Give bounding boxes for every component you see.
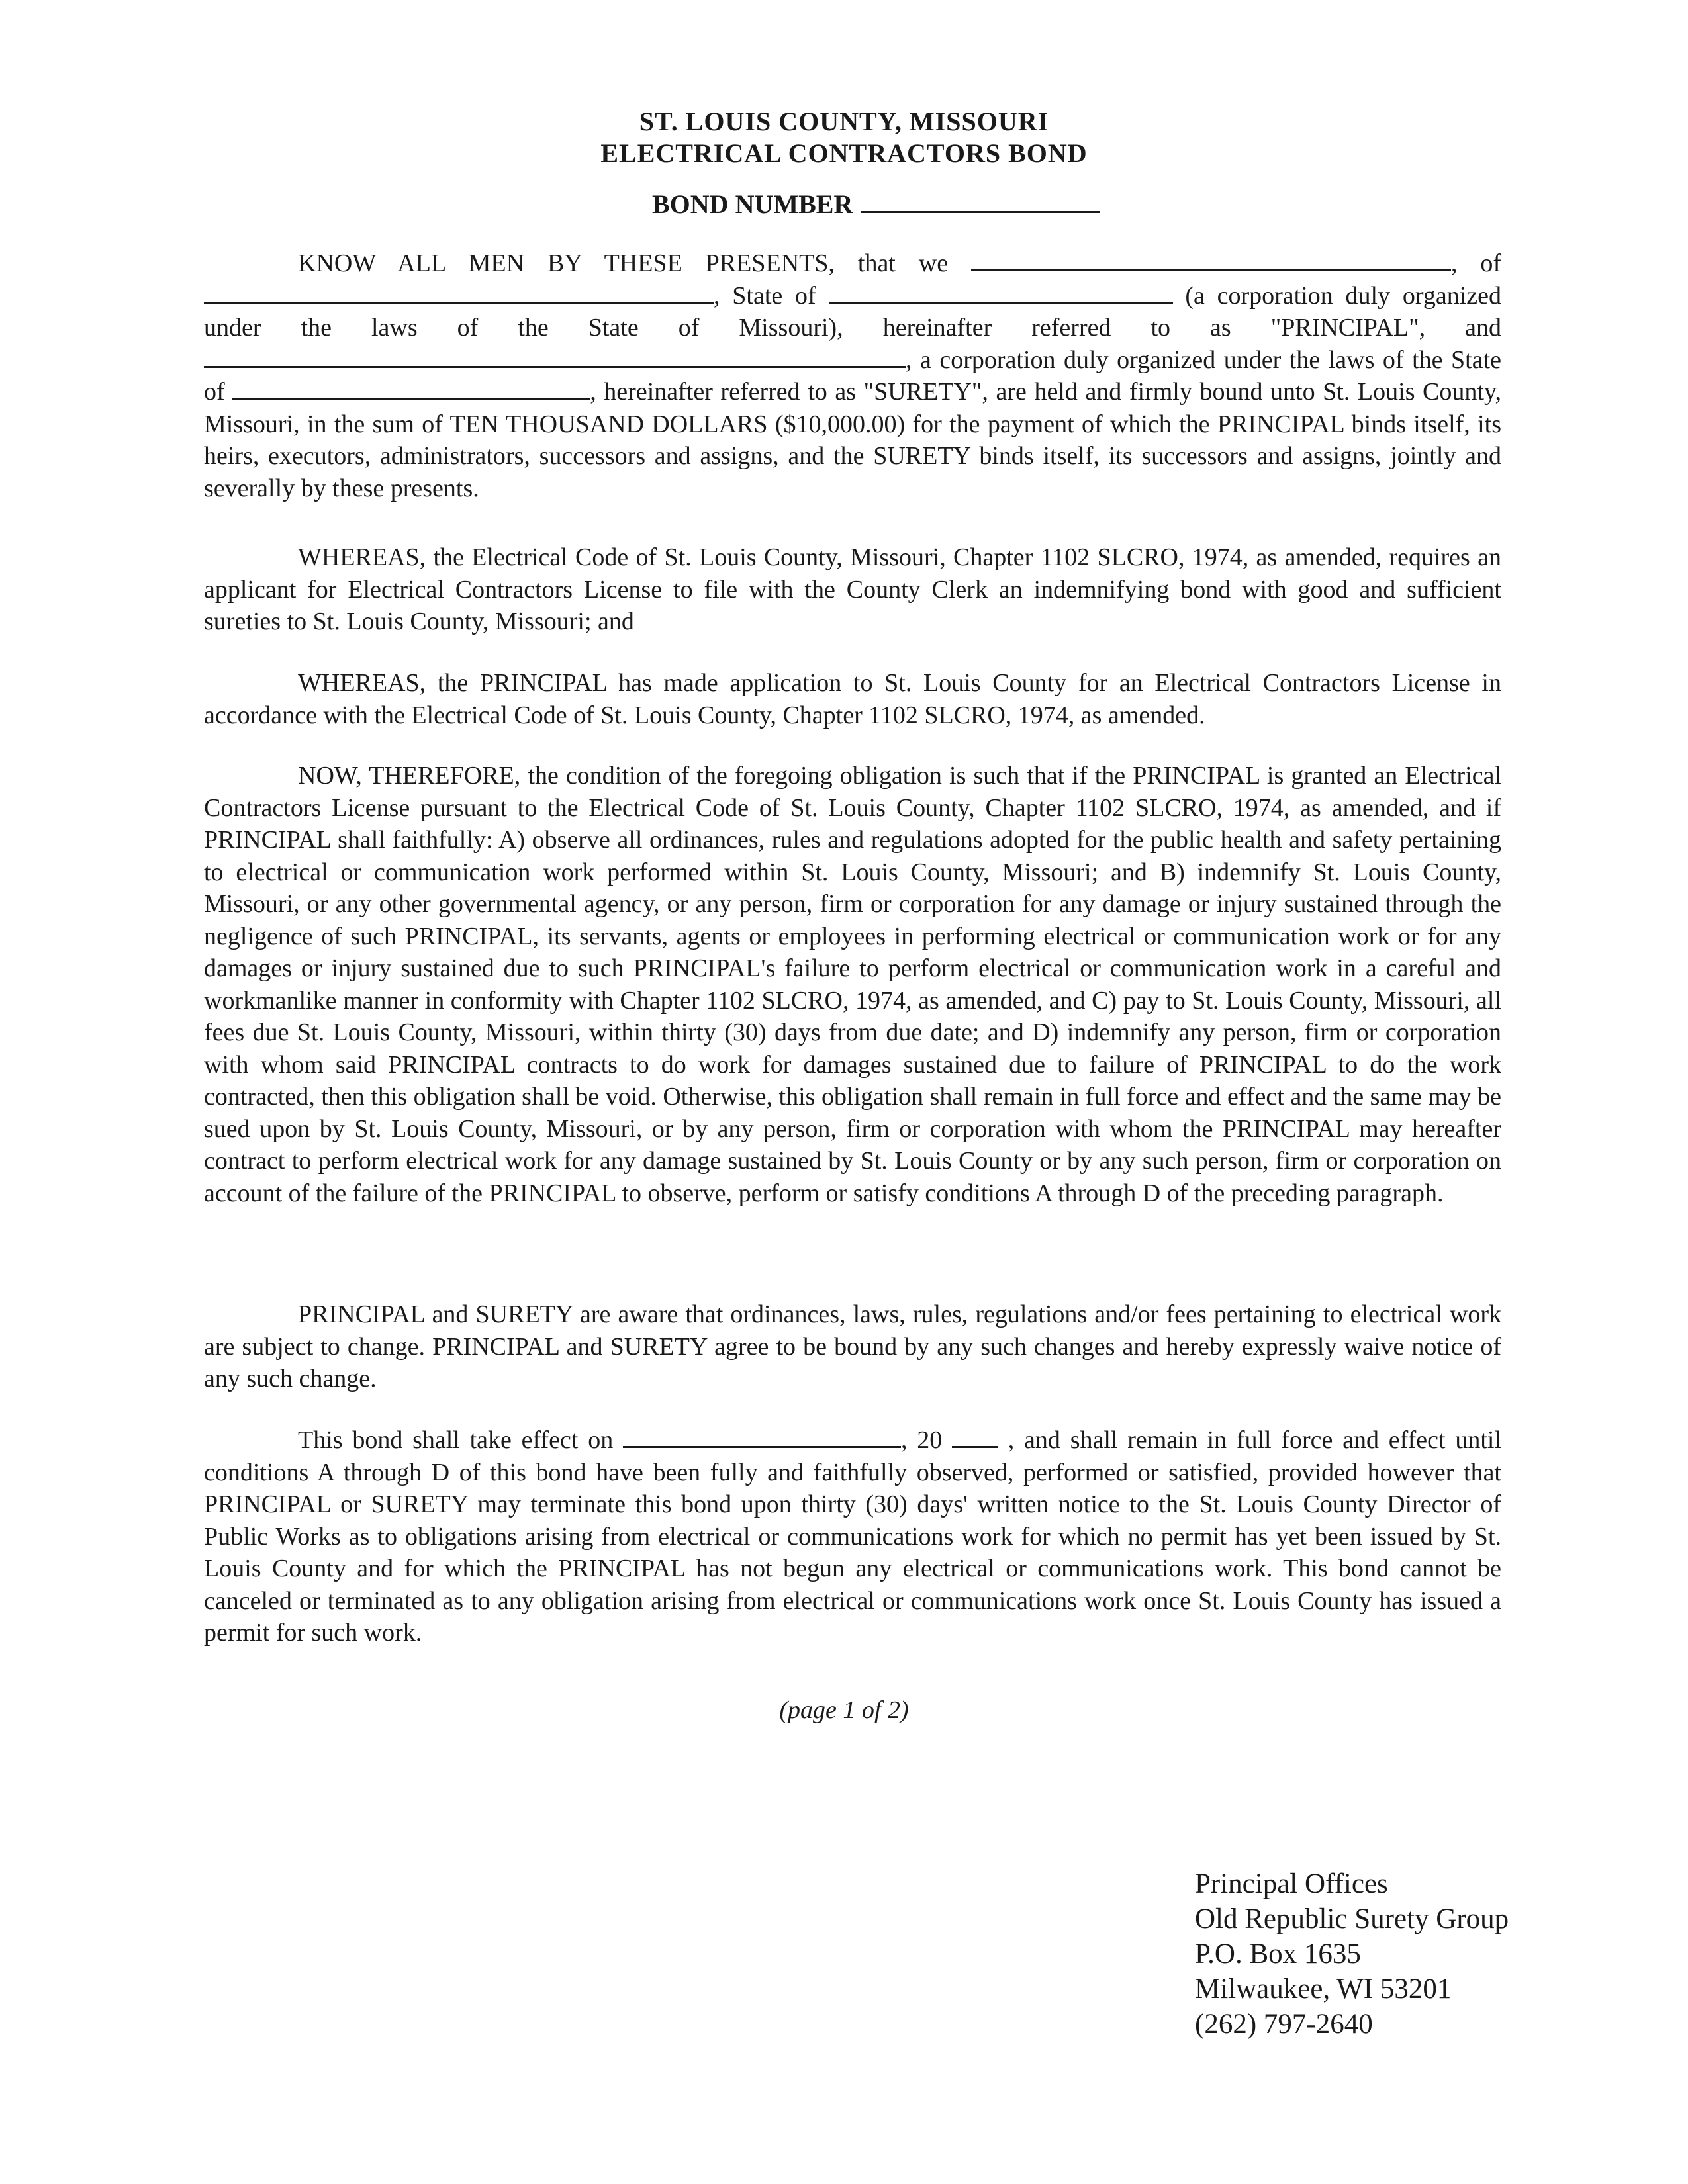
paragraph-now-therefore <box>204 760 1501 1209</box>
p6-text-3: , and shall remain in full force and effect until conditions A through D of this bond have been fully and faithfully observed, performed or satisfied, provided however that PRINCIPAL or SURETY may terminate this bond upon thirty (30) days' written notice to the St. Louis County Director of Public Works as to obligations arising from electrical or communications work for which no permit has yet been issued by St. Louis County and for which the PRINCIPAL has not begun any electrical or communications work. This bond cannot be canceled or terminated as to any obligation arising from electrical or communications work once St. Louis County has issued a permit for such work. <box>204 1426 1502 1647</box>
p1-text-1: KNOW ALL MEN BY THESE PRESENTS, that we <box>298 250 949 277</box>
p1-text-3: of <box>1480 250 1501 277</box>
offices-heading: Principal Offices <box>1195 1868 1388 1899</box>
effective-year-field[interactable] <box>952 1425 998 1448</box>
paragraph-whereas-code <box>204 541 1501 638</box>
paragraph-aware-of-changes <box>204 1298 1501 1395</box>
p6-text-2: , 20 <box>901 1426 943 1454</box>
bond-number-row <box>652 188 1100 221</box>
p1-text-4: , State of <box>714 281 816 310</box>
effective-date-field[interactable] <box>623 1425 901 1448</box>
paragraph-whereas-application <box>204 667 1501 731</box>
p4-text: NOW, THEREFORE, the condition of the foregoing obligation is such that if the PRINCIPAL is granted an Electrical Contractors License pursuant to the Electrical Code of St. Louis County, Chapter 1102 SLCRO, 1974, as amended, and if PRINCIPAL shall faithfully: A) observe all ordinances, rules and regulations adopted for the public health and safety pertaining to electrical or communication work performed within St. Louis County, Missouri; and B) indemnify St. Louis County, Missouri, or any other governmental agency, or any person, firm or corporation for any damage or injury sustained through the negligence of such PRINCIPAL, its servants, agents or employees in performing electrical or communication work or for any damages or injury sustained due to such PRINCIPAL's failure to perform electrical or communication work in a careful and workmanlike manner in conformity with Chapter 1102 SLCRO, 1974, as amended, and C) pay to St. Louis County, Missouri, all fees due St. Louis County, Missouri, within thirty (30) days from due date; and D) indemnify any person, firm or corporation with whom said PRINCIPAL contracts to do work for damages sustained due to failure of PRINCIPAL to do the work contracted, then this obligation shall be void. Otherwise, this obligation shall remain in full force and effect and the same may be sued upon by St. Louis County, Missouri, or by any person, firm or corporation with whom the PRINCIPAL may hereafter contract to perform electrical work for any damage sustained by St. Louis County or by any such person, firm or corporation on account of the failure of the PRINCIPAL to observe, perform or satisfy conditions A through D of the preceding paragraph. <box>204 762 1501 1207</box>
paragraph-know-all-men <box>204 248 1501 504</box>
document-title-bond: ELECTRICAL CONTRACTORS BOND <box>600 138 1088 168</box>
p1-text-6: , a corporation duly organized under the laws of the State of <box>204 345 1501 406</box>
page-indicator: (page 1 of 2) <box>779 1696 909 1724</box>
paragraph-effective-date <box>204 1424 1501 1649</box>
principal-offices-block <box>1195 1866 1509 2042</box>
p5-text: PRINCIPAL and SURETY are aware that ordinances, laws, rules, regulations and/or fees pertaining to electrical work are subject to change. PRINCIPAL and SURETY agree to be bound by any such changes and hereby expressly waive notice of any such change. <box>204 1300 1501 1392</box>
principal-state-field[interactable] <box>829 281 1173 304</box>
p1-text-2: , <box>1450 250 1458 277</box>
surety-name-field[interactable] <box>204 345 906 368</box>
offices-phone: (262) 797-2640 <box>1195 2009 1373 2040</box>
bond-number-label: BOND NUMBER <box>652 189 853 219</box>
p3-text: WHEREAS, the PRINCIPAL has made application to St. Louis County for an Electrical Contractors License in accordance with the Electrical Code of St. Louis County, Chapter 1102 SLCRO, 1974, as amended. <box>204 669 1501 729</box>
offices-po-box: P.O. Box 1635 <box>1195 1938 1361 1970</box>
p6-text-1: This bond shall take effect on <box>298 1426 614 1454</box>
bond-number-field[interactable] <box>861 189 1100 213</box>
principal-city-field[interactable] <box>204 281 714 304</box>
offices-company: Old Republic Surety Group <box>1195 1903 1509 1934</box>
offices-city: Milwaukee, WI 53201 <box>1195 1974 1452 2005</box>
p2-text: WHEREAS, the Electrical Code of St. Louis County, Missouri, Chapter 1102 SLCRO, 1974, as amended, requires an applicant for Electrical Contractors License to file with the County Clerk an indemnifying bond with good and sufficient sureties to St. Louis County, Missouri; and <box>204 543 1501 635</box>
principal-name-field[interactable] <box>971 248 1451 271</box>
p1-text-7: , hereinafter referred to as "SURETY", are held and firmly bound unto St. Louis County, Missouri, in the sum of TEN THOUSAND DOLLARS ($10,000.00) for the payment of which the PRINCIPAL binds itself, its heirs, executors, administrators, successors and assigns, and the SURETY binds itself, its successors and assigns, jointly and severally by these presents. <box>204 378 1501 502</box>
document-title-county: ST. LOUIS COUNTY, MISSOURI <box>639 107 1049 136</box>
p1-text-5: (a corporation duly organized under the laws of the State of Missouri), hereinafter referred to as "PRINCIPAL", and <box>204 281 1502 341</box>
surety-state-field[interactable] <box>232 377 590 400</box>
